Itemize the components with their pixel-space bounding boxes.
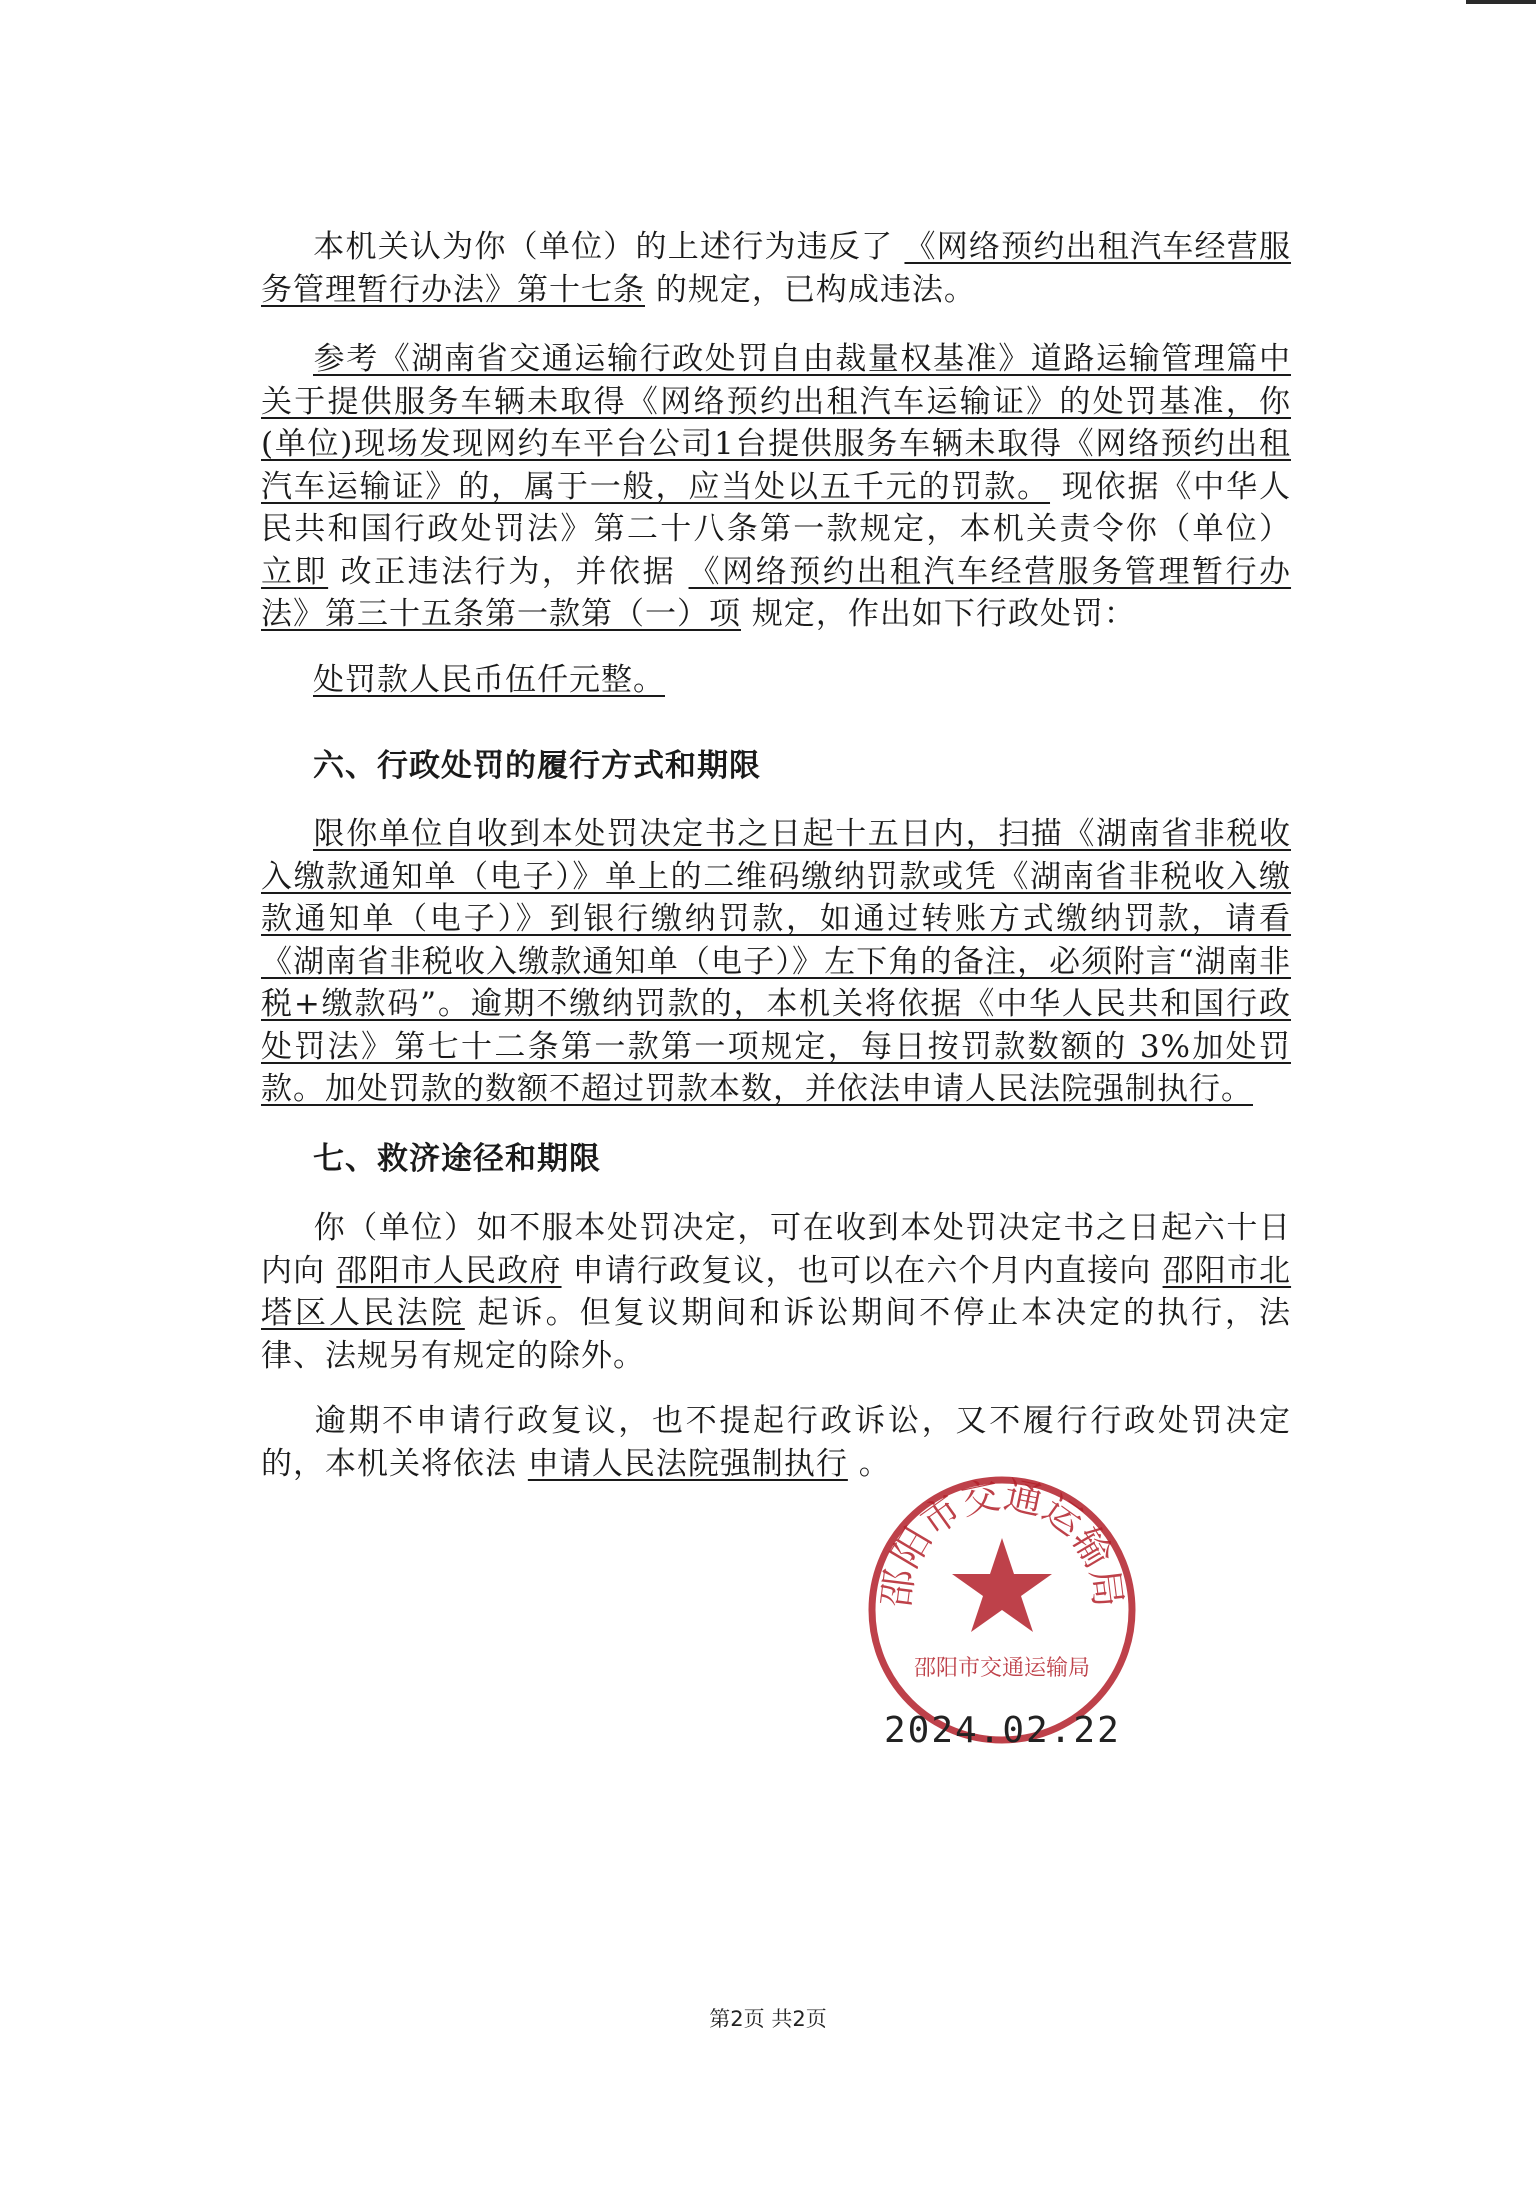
penalty-amount: 处罚款人民币伍仟元整: [313, 662, 633, 698]
page-number: 第2页 共2页: [709, 2007, 827, 2031]
penalty-basis: 参考《湖南省交通运输行政处罚自由裁量权基准》道路运输管理篇中关于提供服务车辆未取得《网络预约出租汽车运输证》的处罚基准，你(单位)现场发现网约车平台公司1台提供服务车辆未取得《网络预约出租汽车运输证》的，属于一般，应当处以五千元的罚款。: [261, 341, 1291, 505]
paragraph-text: 逾期不申请行政复议，也不提起行政诉讼，又不履行行政处罚决定的，本机关将依法: [261, 1403, 1291, 1482]
paragraph-text: 现依据《中华人民共和国行政处罚法》第二十八条第一款规定，本机关责令你（单位）: [261, 468, 1292, 547]
paragraph-text: 规定，作出如下行政处罚：: [751, 596, 1136, 632]
paragraph-text: 起诉。但复议期间和诉讼期间不停止本决定的执行，法律、法规另有规定的除外。: [261, 1295, 1291, 1374]
official-seal: [862, 1470, 1142, 1750]
paragraph-remedy: [261, 1207, 1291, 1377]
review-authority: 邵阳市人民政府: [336, 1252, 562, 1289]
paragraph-text: 。: [858, 1445, 891, 1482]
law-reference: 《网络预约出租汽车经营服务管理暂行办法》第十七条: [261, 229, 1292, 308]
seal-star-icon: [952, 1538, 1052, 1632]
paragraph-violation: [261, 226, 1291, 311]
law-reference: 《网络预约出租汽车经营服务管理暂行办法》第三十五条第一款第（一）项: [261, 553, 1292, 632]
paragraph-payment: [261, 813, 1291, 1111]
seal-inner-text: 邵阳市交通运输局: [913, 1656, 1091, 1681]
paragraph-basis: [261, 338, 1291, 636]
paragraph-text: 本机关认为你（单位）的上述行为违反了: [313, 229, 894, 265]
heading-remedy: 七、救济途径和期限: [313, 1141, 601, 1177]
seal-arc-text: 邵阳市交通运输局: [873, 1472, 1131, 1610]
heading-payment: 六、行政处罚的履行方式和期限: [313, 748, 761, 784]
document-date: 2024.02.22: [884, 1710, 1121, 1751]
payment-instructions: 限你单位自收到本处罚决定书之日起十五日内，扫描《湖南省非税收入缴款通知单（电子）》单上的二维码缴纳罚款或凭《湖南省非税收入缴款通知单（电子）》到银行缴纳罚款，如通过转账方式缴纳罚款，请看《湖南省非税收入缴款通知单（电子）》左下角的备注，必须附言“湖南非税+缴款码”。逾期不缴纳罚款的，本机关将依据《中华人民共和国行政处罚法》第七十二条第一款第一项规定，每日按罚款数额的 3%加处罚款。加处罚款的数额不超过罚款本数，并依法申请人民法院强制执行。: [261, 816, 1291, 1107]
order-term: 立即: [261, 553, 329, 590]
paragraph-text: 的规定，已构成违法。: [655, 271, 976, 308]
court-name: 邵阳市北塔区人民法院: [261, 1252, 1292, 1331]
paragraph-text: 。: [633, 662, 665, 698]
paragraph-text: 申请行政复议，也可以在六个月内直接向: [572, 1252, 1152, 1289]
scan-edge-mark: [1466, 0, 1536, 4]
paragraph-penalty: [261, 659, 1291, 702]
enforcement-action: 申请人民法院强制执行: [527, 1445, 848, 1482]
paragraph-text: 改正违法行为，并依据: [340, 553, 677, 590]
paragraph-text: 你（单位）如不服本处罚决定，可在收到本处罚决定书之日起六十日内向: [261, 1210, 1291, 1289]
